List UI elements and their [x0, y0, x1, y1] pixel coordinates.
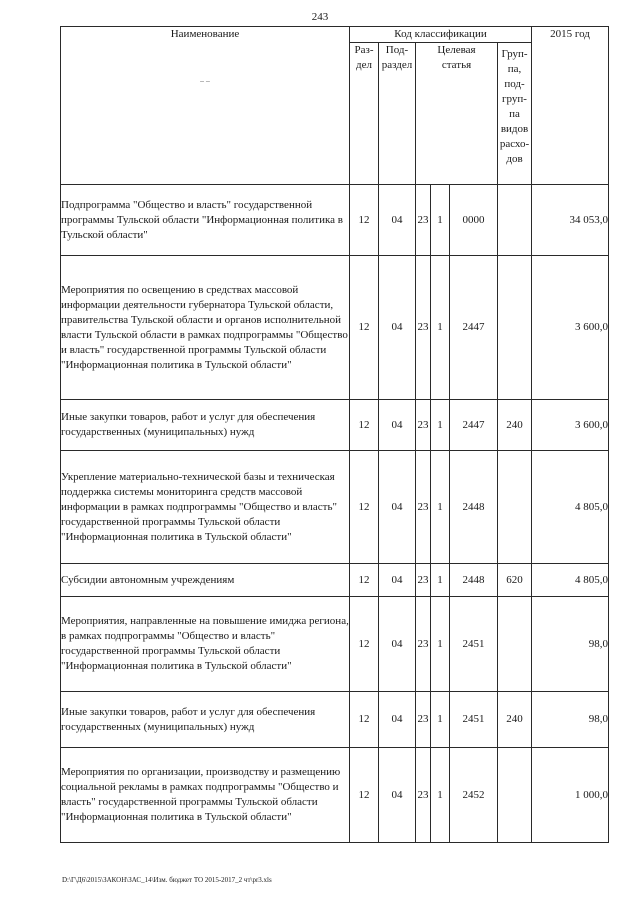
table-row: Укрепление материально-технической базы и техническая поддержка системы мониторинга средств массовой информации в рамках подпрограммы "Общество и власть" государственной программы Тульской области "Информационная политика в Тульской области" 12 04 23 1 2448 4 805,0 — [61, 451, 609, 564]
table-row: Подпрограмма "Общество и власть" государственной программы Тульской области "Информационная политика в Тульской области" 12 04 23 1 0000 34 053,0 — [61, 185, 609, 256]
table-row: Иные закупки товаров, работ и услуг для обеспечения государственных (муниципальных) нужд 12 04 23 1 2451 240 98,0 — [61, 692, 609, 748]
header-group: Груп- па, под- груп- па видов расхо- дов — [498, 43, 532, 185]
header-section: Раз- дел — [350, 43, 379, 185]
header-target: Целевая статья — [416, 43, 498, 185]
header-tick: ‾ ‾ — [200, 82, 210, 93]
header-subsection: Под- раздел — [379, 43, 416, 185]
table-row: Мероприятия, направленные на повышение имиджа региона, в рамках подпрограммы "Общество и власть" государственной программы Тульской области "Информационная политика в Тульской области" 12 04 23 1 2451 98,0 — [61, 597, 609, 692]
budget-table — [60, 26, 609, 843]
table-row: Иные закупки товаров, работ и услуг для обеспечения государственных (муниципальных) нужд 12 04 23 1 2447 240 3 600,0 — [61, 400, 609, 451]
table-row: Субсидии автономным учреждениям 12 04 23 1 2448 620 4 805,0 — [61, 564, 609, 597]
header-name: Наименование ‾ ‾ — [61, 27, 350, 185]
file-path-footer: D:\Г\Д6\2015\ЗАКОН\ЗАС_14\Изм. бюджет ТО 2015-2017_2 чт\pr3.xls — [62, 876, 272, 884]
header-row — [61, 27, 609, 43]
table-row: Мероприятия по организации, производству и размещению социальной рекламы в рамках подпрограммы "Общество и власть" государственной программы Тульской области "Информационная политика в Тульской области" 12 04 23 1 2452 1 000,0 — [61, 748, 609, 843]
header-classification: Код классификации — [350, 27, 532, 43]
header-year: 2015 год — [532, 27, 609, 185]
page-number: 243 — [311, 11, 329, 23]
table-row: Мероприятия по освещению в средствах массовой информации деятельности губернатора Тульской области, правительства Тульской области и органов исполнительной власти Тульской области в рамках подпрограммы "Общество и власть" государственной программы Тульской области "Информационная политика в Тульской области" 12 04 23 1 2447 3 600,0 — [61, 256, 609, 400]
